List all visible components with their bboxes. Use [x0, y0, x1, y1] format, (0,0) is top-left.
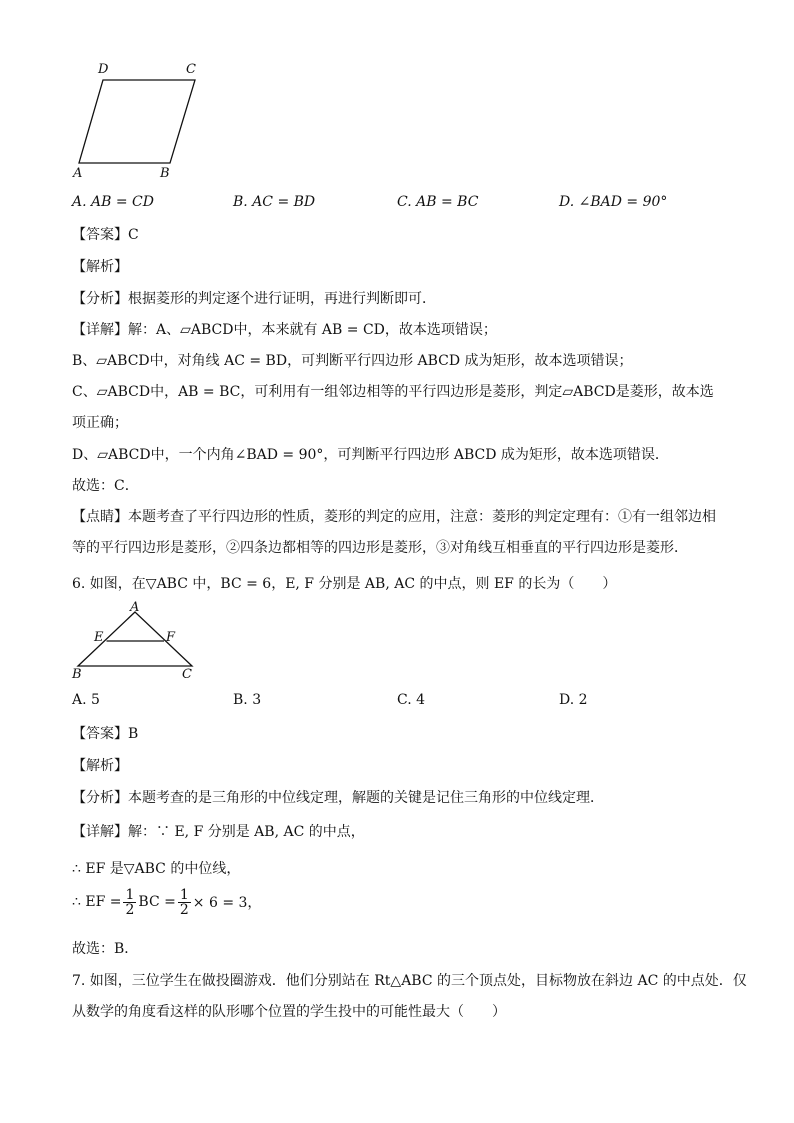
q6-option-a: A. 5 — [72, 692, 100, 708]
fraction-numerator: 1 — [125, 886, 135, 903]
fraction-half — [123, 888, 136, 917]
vertex-label-b: B — [160, 166, 170, 181]
q6-option-b: B. 3 — [233, 692, 262, 708]
q5-detail-line: D、▱ABCD中，一个内角∠BAD = 90°，可判断平行四边形 ABCD 成为矩形，故本选项错误． — [72, 447, 669, 463]
q5-detail-line: 项正确； — [72, 415, 128, 431]
fraction-numerator: 1 — [179, 886, 189, 903]
vertex-label-e: E — [94, 630, 104, 645]
q6-option-d: D. 2 — [559, 692, 588, 708]
q6-detail-line: ∴ EF 是▽ABC 的中位线， — [72, 861, 241, 877]
fraction-half — [178, 888, 191, 917]
vertex-label-a: A — [130, 600, 140, 615]
q6-option-c: C. 4 — [397, 692, 426, 708]
q5-detail-line: 【详解】解：A、▱ABCD中，本来就有 AB = CD，故本选项错误； — [72, 322, 497, 338]
vertex-label-c: C — [182, 667, 192, 682]
q5-dianjing-line: 等的平行四边形是菱形，②四条边都相等的四边形是菱形，③对角线互相垂直的平行四边形是菱形． — [72, 540, 688, 556]
q5-choose: 故选：C． — [72, 478, 139, 494]
vertex-label-b: B — [72, 667, 82, 682]
formula-middle: BC = — [138, 894, 176, 910]
parallelogram-figure — [70, 60, 210, 185]
q6-detail-line: 【详解】解：∵ E, F 分别是 AB, AC 的中点， — [72, 824, 365, 840]
q7-stem-line: 7. 如图，三位学生在做投圈游戏．他们分别站在 Rt△ABC 的三个顶点处，目标物放在斜边 AC 的中点处．仅 — [72, 973, 747, 989]
q6-stem: 6. 如图，在▽ABC 中，BC = 6，E, F 分别是 AB, AC 的中点，则 EF 的长为（ ） — [72, 576, 617, 592]
q5-option-b: B. AC = BD — [233, 194, 316, 210]
q5-detail-line: B、▱ABCD中，对角线 AC = BD，可判断平行四边形 ABCD 成为矩形，故本选项错误； — [72, 353, 633, 369]
vertex-label-d: D — [98, 62, 109, 77]
vertex-label-a: A — [73, 166, 83, 181]
q6-answer: 【答案】B — [72, 726, 139, 742]
q5-option-a: A. AB = CD — [72, 194, 154, 210]
vertex-label-c: C — [186, 62, 196, 77]
q6-analysis-tag: 【解析】 — [72, 758, 128, 774]
formula-prefix: ∴ EF = — [72, 894, 122, 910]
q5-fenxi: 【分析】根据菱形的判定逐个进行证明，再进行判断即可． — [72, 291, 436, 307]
q5-analysis-tag: 【解析】 — [72, 259, 128, 275]
formula-suffix: × 6 = 3， — [192, 895, 262, 911]
fraction-denominator: 2 — [125, 901, 135, 918]
q7-stem-line: 从数学的角度看这样的队形哪个位置的学生投中的可能性最大（ ） — [72, 1004, 506, 1020]
fraction-denominator: 2 — [179, 901, 189, 918]
q6-formula-line — [72, 884, 261, 920]
q5-detail-line: C、▱ABCD中，AB = BC，可利用有一组邻边相等的平行四边形是菱形，判定▱ABCD是菱形，故本选 — [72, 384, 714, 400]
q5-dianjing-line: 【点睛】本题考查了平行四边形的性质，菱形的判定的应用，注意：菱形的判定定理有：①有一组邻边相 — [72, 509, 716, 525]
q5-option-d: D. ∠BAD = 90° — [559, 194, 668, 210]
vertex-label-f: F — [166, 630, 176, 645]
q5-option-c: C. AB = BC — [397, 194, 479, 210]
q6-choose: 故选：B． — [72, 941, 139, 957]
q5-answer: 【答案】C — [72, 227, 139, 243]
q6-fenxi: 【分析】本题考查的是三角形的中位线定理，解题的关键是记住三角形的中位线定理． — [72, 790, 604, 806]
